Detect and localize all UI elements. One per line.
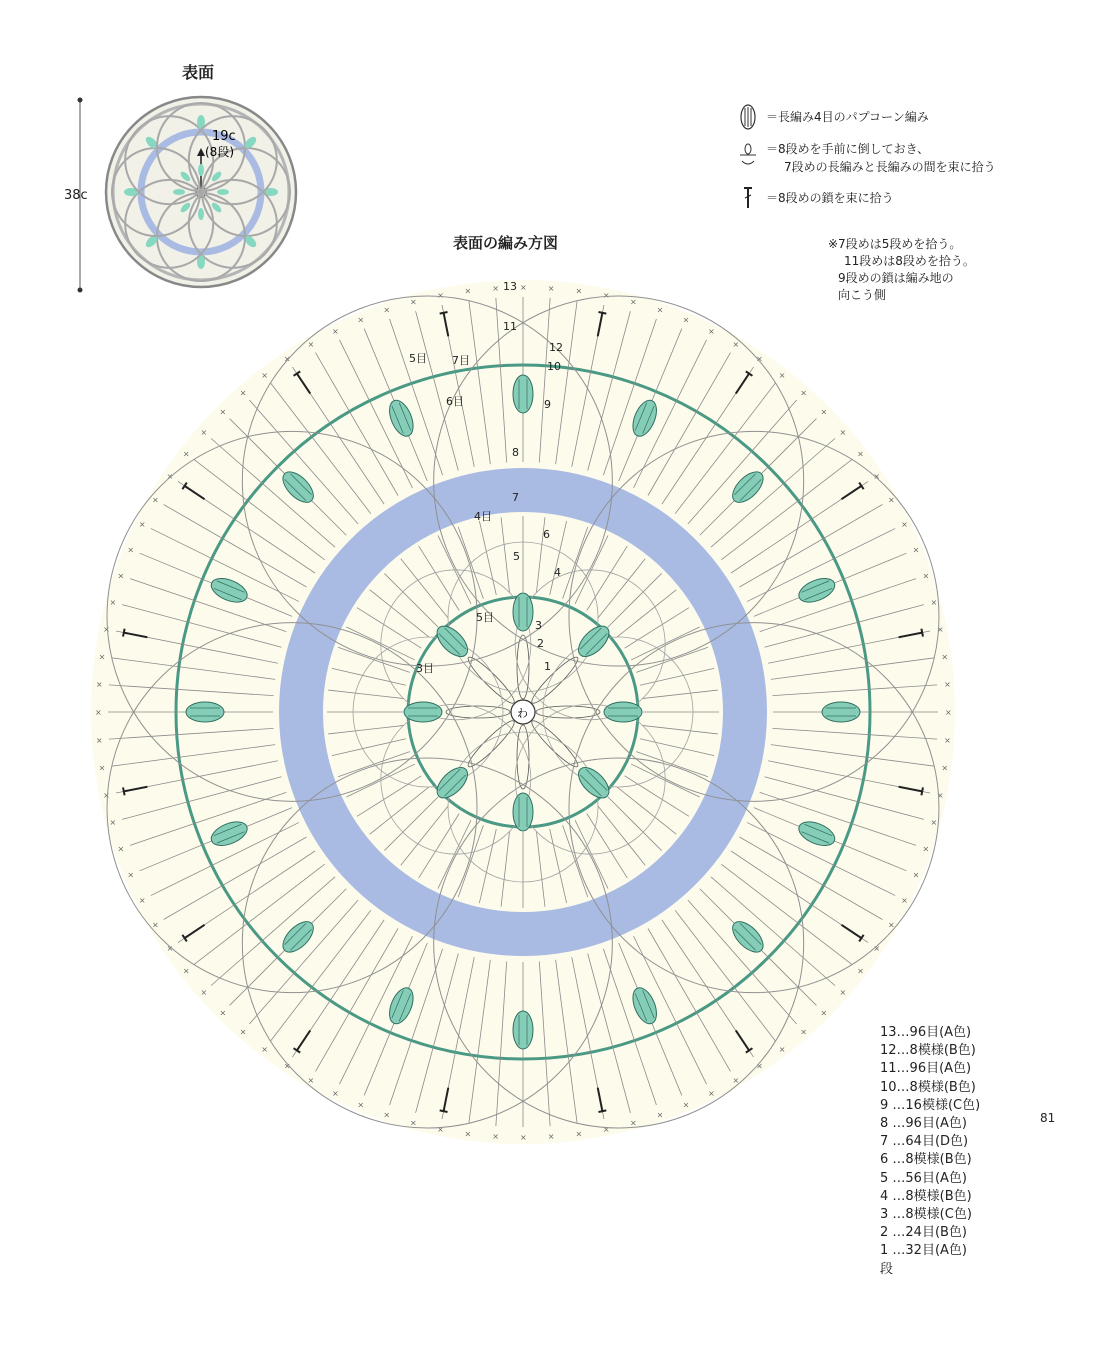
sc-mark: × bbox=[944, 680, 951, 690]
sc-mark: × bbox=[464, 1129, 472, 1139]
legend-fold-line1: ＝8段めを手前に倒しておき、 bbox=[766, 142, 930, 156]
sc-mark: × bbox=[492, 1132, 499, 1142]
stitch-count-label: 3目 bbox=[416, 662, 434, 675]
ring-label: わ bbox=[517, 707, 528, 720]
sc-mark: × bbox=[283, 354, 291, 364]
note-line3: 9段めの鎖は編み地の bbox=[838, 271, 954, 285]
sc-mark: × bbox=[941, 652, 949, 662]
row-number-label: 4 bbox=[554, 566, 561, 579]
sc-mark: × bbox=[283, 1061, 291, 1071]
row-color-table bbox=[880, 1024, 980, 1279]
sc-mark: × bbox=[778, 370, 786, 380]
sc-mark: × bbox=[629, 1118, 637, 1128]
row-entry: 5 …56目(A色) bbox=[880, 1170, 967, 1186]
sc-mark: × bbox=[307, 1076, 315, 1086]
sc-mark: × bbox=[383, 1110, 391, 1120]
row-entry: 3 …8模様(C色) bbox=[880, 1207, 972, 1223]
sc-mark: × bbox=[166, 471, 174, 481]
stitch-count-label: 5目 bbox=[409, 352, 427, 365]
sc-mark: × bbox=[219, 407, 227, 417]
sc-mark: × bbox=[936, 790, 944, 800]
sc-mark: × bbox=[182, 966, 190, 976]
popcorn-stitch bbox=[513, 375, 533, 413]
sc-mark: × bbox=[383, 305, 391, 315]
sc-mark: × bbox=[756, 354, 763, 364]
sc-mark: × bbox=[941, 763, 949, 773]
sc-mark: × bbox=[778, 1045, 786, 1055]
main-chart-title: 表面の編み方図 bbox=[453, 234, 559, 252]
sc-mark: × bbox=[912, 545, 920, 555]
small-diagram-title: 表面 bbox=[182, 63, 215, 82]
stitch-count-label: 5目 bbox=[476, 611, 494, 624]
sc-mark: × bbox=[944, 735, 951, 745]
popcorn-stitch bbox=[822, 702, 860, 722]
page-number: 81 bbox=[1040, 1111, 1056, 1125]
sc-mark: × bbox=[261, 370, 268, 380]
sc-mark: × bbox=[888, 920, 895, 930]
sc-mark: × bbox=[357, 315, 365, 325]
legend-bundle-text: ＝8段めの鎖を束に拾う bbox=[766, 191, 894, 205]
sc-mark: × bbox=[922, 571, 930, 581]
sc-mark: × bbox=[307, 339, 315, 349]
sc-mark: × bbox=[656, 305, 664, 315]
sc-mark: × bbox=[520, 1133, 527, 1142]
sc-mark: × bbox=[839, 988, 847, 998]
note-line2: 11段めは8段めを拾う。 bbox=[844, 254, 975, 268]
row-number-label: 13 bbox=[503, 280, 517, 293]
row-number-label: 7 bbox=[512, 491, 519, 504]
popcorn-stitch bbox=[404, 702, 442, 722]
sc-mark: × bbox=[800, 1027, 807, 1037]
sc-mark: × bbox=[930, 598, 938, 608]
small-schematic bbox=[106, 97, 296, 287]
sc-mark: × bbox=[936, 625, 944, 635]
row-number-label: 9 bbox=[544, 398, 551, 411]
sc-mark: × bbox=[95, 708, 102, 717]
sc-mark: × bbox=[95, 735, 103, 745]
sc-mark: × bbox=[682, 315, 690, 325]
row-number-label: 10 bbox=[547, 360, 561, 373]
row-entry: 4 …8模様(B色) bbox=[880, 1188, 972, 1204]
sc-mark: × bbox=[873, 471, 881, 481]
sc-mark: × bbox=[912, 870, 920, 880]
row-entry: 1 …32目(A色) bbox=[880, 1243, 967, 1259]
popcorn-stitch bbox=[513, 793, 533, 831]
sc-mark: × bbox=[127, 545, 135, 555]
sc-mark: × bbox=[629, 297, 637, 307]
row-entry: 13…96目(A色) bbox=[880, 1025, 972, 1040]
popcorn-stitch bbox=[513, 593, 533, 631]
dimension-end-bottom bbox=[78, 288, 83, 293]
legend-fold bbox=[766, 140, 996, 176]
sc-mark: × bbox=[182, 449, 190, 459]
sc-mark: × bbox=[103, 790, 110, 800]
sc-mark: × bbox=[109, 598, 117, 608]
sc-mark: × bbox=[200, 988, 208, 998]
small-popcorn bbox=[198, 164, 204, 176]
sc-mark: × bbox=[410, 297, 417, 307]
sc-mark: × bbox=[873, 944, 881, 954]
sc-mark: × bbox=[857, 449, 864, 459]
sc-mark: × bbox=[602, 1124, 610, 1134]
sc-mark: × bbox=[95, 680, 103, 690]
sc-mark: × bbox=[357, 1100, 365, 1110]
popcorn-stitch bbox=[186, 702, 224, 722]
sc-mark: × bbox=[707, 1089, 715, 1099]
sc-mark: × bbox=[901, 520, 908, 530]
sc-mark: × bbox=[492, 283, 499, 293]
legend-popcorn bbox=[766, 108, 929, 126]
dimension-end-top bbox=[78, 98, 83, 103]
sc-mark: × bbox=[239, 388, 247, 398]
row-number-label: 8 bbox=[512, 446, 519, 459]
sc-mark: × bbox=[602, 291, 610, 301]
stitch-count-label: 7目 bbox=[452, 354, 470, 367]
sc-mark: × bbox=[117, 571, 125, 581]
sc-mark: × bbox=[682, 1100, 690, 1110]
radius-label: 19c bbox=[212, 129, 236, 144]
sc-mark: × bbox=[547, 1132, 555, 1142]
row-number-label: 3 bbox=[535, 619, 542, 632]
note bbox=[828, 236, 1028, 304]
sc-mark: × bbox=[138, 520, 146, 530]
sc-mark: × bbox=[575, 286, 583, 296]
sc-mark: × bbox=[756, 1061, 763, 1071]
small-popcorn bbox=[198, 208, 204, 220]
sc-mark: × bbox=[138, 895, 146, 905]
row-entry: 7 …64目(D色) bbox=[880, 1134, 969, 1150]
sc-mark: × bbox=[707, 326, 715, 336]
sc-mark: × bbox=[575, 1129, 583, 1139]
row-number-label: 12 bbox=[549, 341, 563, 354]
stitch-count-label: 4目 bbox=[474, 510, 492, 523]
sc-mark: × bbox=[98, 763, 106, 773]
popcorn-stitch bbox=[604, 702, 642, 722]
sc-mark: × bbox=[127, 870, 135, 880]
row-entry: 6 …8模様(B色) bbox=[880, 1152, 972, 1168]
sc-mark: × bbox=[930, 817, 938, 827]
sc-mark: × bbox=[151, 495, 159, 505]
row-entry: 10…8模様(B色) bbox=[880, 1079, 976, 1095]
popcorn-stitch bbox=[513, 1011, 533, 1049]
sc-mark: × bbox=[464, 286, 472, 296]
legend-fold-line2: 7段めの長編みと長編みの間を束に拾う bbox=[784, 160, 996, 174]
sc-mark: × bbox=[922, 844, 930, 854]
sc-mark: × bbox=[839, 427, 847, 437]
size-label: 38c bbox=[64, 188, 88, 203]
sc-mark: × bbox=[820, 407, 828, 417]
legend-bundle bbox=[766, 189, 894, 207]
sc-mark: × bbox=[332, 326, 339, 336]
sc-mark: × bbox=[732, 1076, 740, 1086]
sc-mark: × bbox=[800, 388, 807, 398]
row-number-label: 11 bbox=[503, 320, 517, 333]
sc-mark: × bbox=[820, 1008, 828, 1018]
sc-mark: × bbox=[901, 895, 908, 905]
sc-mark: × bbox=[117, 844, 125, 854]
row-entry: 11…96目(A色) bbox=[880, 1061, 972, 1077]
sc-mark: × bbox=[857, 966, 864, 976]
sc-mark: × bbox=[166, 944, 174, 954]
sc-mark: × bbox=[437, 291, 444, 301]
note-line1: ※7段めは5段めを拾う。 bbox=[828, 237, 962, 251]
popcorn-stitch-icon bbox=[741, 105, 755, 129]
sc-mark: × bbox=[332, 1089, 339, 1099]
sc-mark: × bbox=[656, 1110, 664, 1120]
sc-mark: × bbox=[520, 283, 527, 292]
radius-rows-label: (8段) bbox=[205, 145, 234, 159]
small-popcorn bbox=[217, 189, 229, 195]
stitch-count-label: 6目 bbox=[446, 395, 464, 408]
sc-mark: × bbox=[219, 1008, 227, 1018]
row-number-label: 5 bbox=[513, 550, 520, 563]
row-entry: 8 …96目(A色) bbox=[880, 1116, 967, 1132]
row-entry: 12…8模様(B色) bbox=[880, 1043, 976, 1059]
sc-mark: × bbox=[103, 625, 110, 635]
sc-mark: × bbox=[888, 495, 895, 505]
sc-mark: × bbox=[945, 708, 952, 717]
sc-mark: × bbox=[437, 1124, 444, 1134]
sc-mark: × bbox=[547, 283, 555, 293]
fold-chain-icon bbox=[740, 144, 756, 164]
rows-footer: 段 bbox=[880, 1261, 894, 1277]
sc-mark: × bbox=[98, 652, 106, 662]
legend-popcorn-text: ＝長編み4目のパプコーン編み bbox=[766, 110, 929, 124]
row-number-label: 2 bbox=[537, 637, 544, 650]
sc-mark: × bbox=[151, 920, 159, 930]
row-number-label: 1 bbox=[544, 660, 551, 673]
sc-mark: × bbox=[109, 817, 117, 827]
row-number-label: 6 bbox=[543, 528, 550, 541]
sc-mark: × bbox=[200, 427, 208, 437]
bundle-stitch-icon bbox=[744, 188, 752, 208]
note-line4: 向こう側 bbox=[838, 288, 887, 302]
sc-mark: × bbox=[732, 339, 740, 349]
sc-mark: × bbox=[261, 1045, 268, 1055]
sc-mark: × bbox=[410, 1118, 417, 1128]
row-entry: 9 …16模様(C色) bbox=[880, 1097, 981, 1113]
small-popcorn bbox=[173, 189, 185, 195]
row-entry: 2 …24目(B色) bbox=[880, 1225, 968, 1241]
sc-mark: × bbox=[239, 1027, 247, 1037]
